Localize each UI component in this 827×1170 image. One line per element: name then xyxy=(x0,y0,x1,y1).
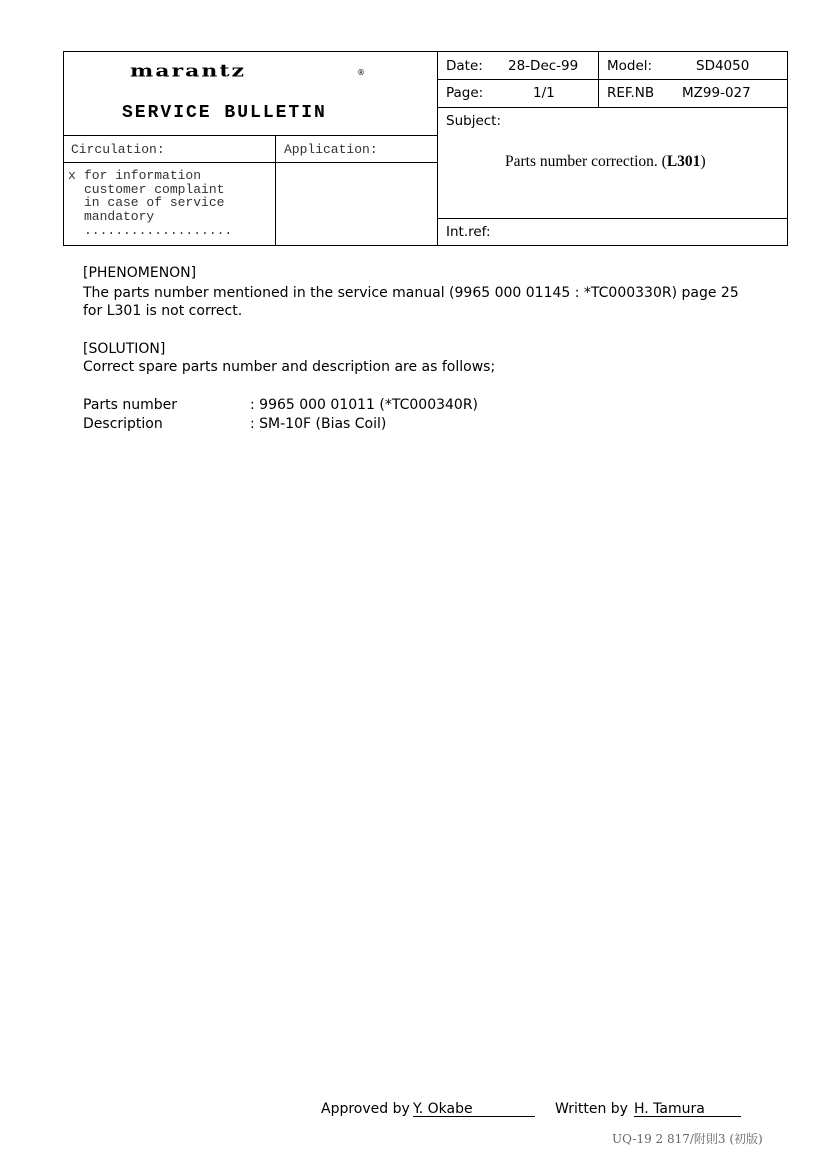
parts-number-label: Parts number xyxy=(83,397,178,413)
divider xyxy=(275,135,276,246)
subject-part-ref: L301 xyxy=(666,153,701,170)
subject-text xyxy=(505,153,706,171)
model-value: SD4050 xyxy=(696,58,750,74)
circulation-mark: x xyxy=(68,168,76,183)
divider xyxy=(63,162,437,163)
parts-number-value: : 9965 000 01011 (*TC000340R) xyxy=(250,397,479,413)
circulation-label: Circulation: xyxy=(71,142,165,157)
divider xyxy=(437,107,788,108)
application-label: Application: xyxy=(284,142,378,157)
phenomenon-heading: [PHENOMENON] xyxy=(83,265,197,281)
date-value: 28-Dec-99 xyxy=(508,58,579,74)
registered-mark: ® xyxy=(357,68,365,77)
intref-label: Int.ref: xyxy=(446,224,491,240)
page-value: 1/1 xyxy=(533,85,555,101)
circulation-item-1: for information xyxy=(84,168,202,183)
subject-suffix: ) xyxy=(700,153,706,170)
circulation-item-5: ................... xyxy=(84,223,233,238)
solution-heading: [SOLUTION] xyxy=(83,341,166,357)
circulation-item-2: customer complaint xyxy=(84,182,225,197)
refnb-label: REF.NB xyxy=(607,85,655,101)
date-label: Date: xyxy=(446,58,483,74)
divider xyxy=(63,135,437,136)
refnb-value: MZ99-027 xyxy=(682,85,751,101)
subject-label: Subject: xyxy=(446,113,502,129)
divider xyxy=(437,218,788,219)
phenomenon-line-1: The parts number mentioned in the service manual (9965 000 01145 : *TC000330R) page 25 xyxy=(83,285,739,301)
written-name: H. Tamura xyxy=(634,1102,741,1117)
circulation-item-3: in case of service xyxy=(84,195,225,210)
description-value: : SM-10F (Bias Coil) xyxy=(250,416,387,432)
divider xyxy=(437,79,788,80)
model-label: Model: xyxy=(607,58,653,74)
brand-logo: marantz xyxy=(130,61,247,81)
page-label: Page: xyxy=(446,85,484,101)
written-label: Written by xyxy=(555,1101,628,1117)
approved-name: Y. Okabe xyxy=(413,1102,535,1117)
description-label: Description xyxy=(83,416,163,432)
circulation-item-4: mandatory xyxy=(84,209,155,224)
approved-label: Approved by xyxy=(321,1101,410,1117)
phenomenon-line-2: for L301 is not correct. xyxy=(83,303,243,319)
document-title: SERVICE BULLETIN xyxy=(122,103,327,123)
subject-prefix: Parts number correction. ( xyxy=(505,153,667,170)
form-code: UQ-19 2 817/附則3 (初版) xyxy=(612,1132,763,1146)
solution-text: Correct spare parts number and description are as follows; xyxy=(83,359,496,375)
divider xyxy=(437,51,438,246)
